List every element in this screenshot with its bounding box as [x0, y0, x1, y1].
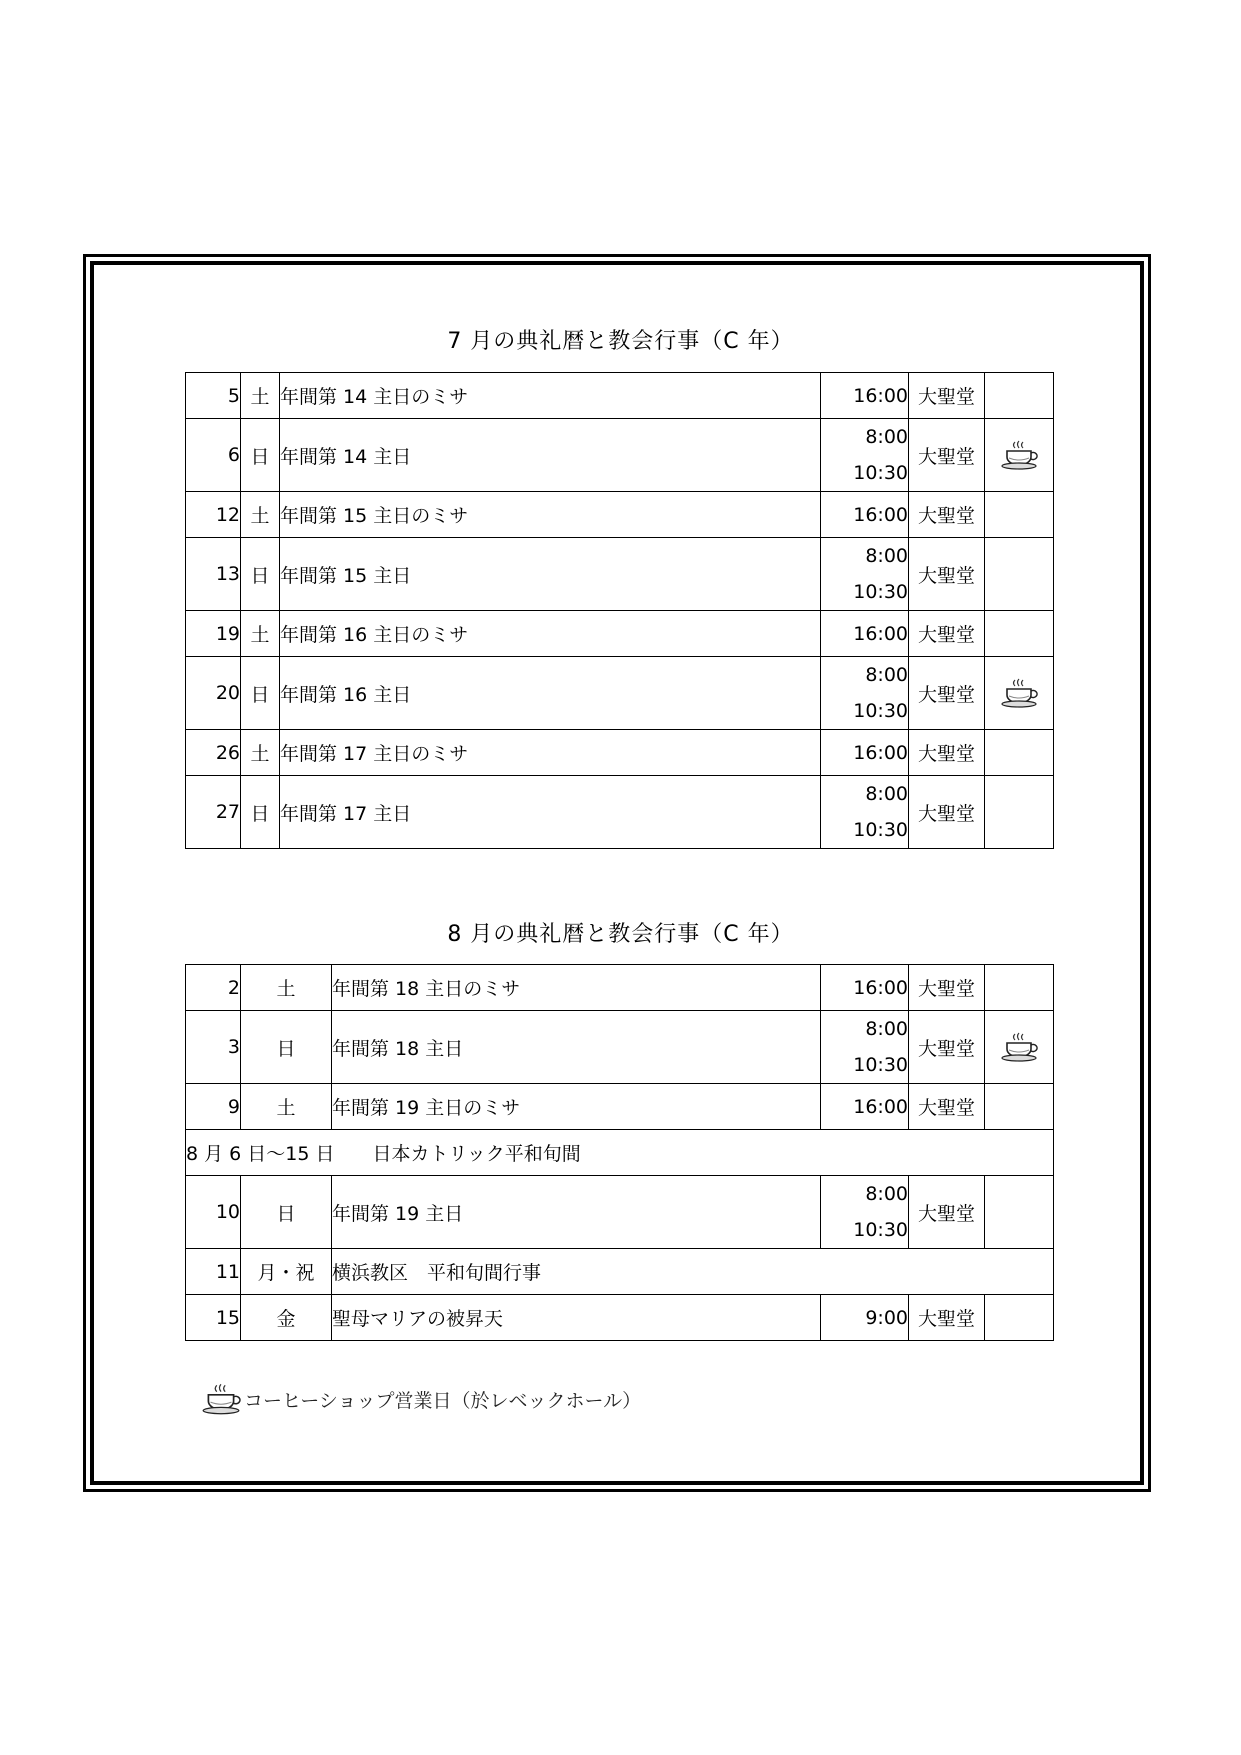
mass-time: 16:00 — [853, 741, 908, 764]
time-cell — [821, 730, 909, 776]
time-cell — [821, 538, 909, 611]
table-row — [186, 1176, 1054, 1249]
place-cell: 大聖堂 — [909, 1295, 985, 1341]
event-cell: 年間第 15 主日 — [280, 538, 821, 611]
mass-time: 16:00 — [853, 384, 908, 407]
coffee-cell — [985, 419, 1054, 492]
table-row — [186, 538, 1054, 611]
coffee-cup-icon — [999, 440, 1039, 470]
place-cell: 大聖堂 — [909, 965, 985, 1011]
time-cell — [821, 1011, 909, 1084]
mass-time: 8:00 — [865, 1018, 908, 1040]
time-cell — [821, 492, 909, 538]
table-row — [186, 776, 1054, 849]
day-cell: 9 — [186, 1084, 241, 1130]
event-cell: 年間第 18 主日 — [332, 1011, 821, 1084]
mass-time: 16:00 — [853, 976, 908, 999]
weekday-cell: 日 — [241, 538, 280, 611]
weekday-cell: 日 — [241, 657, 280, 730]
event-cell: 年間第 17 主日のミサ — [280, 730, 821, 776]
place-cell: 大聖堂 — [909, 538, 985, 611]
coffee-legend — [200, 1383, 641, 1415]
coffee-cup-icon — [999, 678, 1039, 708]
event-cell: 年間第 18 主日のミサ — [332, 965, 821, 1011]
weekday-cell: 土 — [241, 373, 280, 419]
event-cell: 年間第 15 主日のミサ — [280, 492, 821, 538]
place-cell: 大聖堂 — [909, 657, 985, 730]
coffee-cell — [985, 373, 1054, 419]
event-cell: 年間第 14 主日 — [280, 419, 821, 492]
day-cell: 13 — [186, 538, 241, 611]
event-cell: 聖母マリアの被昇天 — [332, 1295, 821, 1341]
place-cell: 大聖堂 — [909, 776, 985, 849]
mass-time: 10:30 — [853, 700, 908, 722]
weekday-cell: 土 — [241, 1084, 332, 1130]
coffee-cell — [985, 1011, 1054, 1084]
coffee-cell — [985, 965, 1054, 1011]
mass-time: 10:30 — [853, 581, 908, 603]
time-cell — [821, 611, 909, 657]
weekday-cell: 日 — [241, 419, 280, 492]
coffee-cell — [985, 611, 1054, 657]
day-cell: 3 — [186, 1011, 241, 1084]
time-cell — [821, 1176, 909, 1249]
day-cell: 19 — [186, 611, 241, 657]
mass-time: 16:00 — [853, 622, 908, 645]
table-row — [186, 965, 1054, 1011]
mass-time: 8:00 — [865, 1183, 908, 1205]
table-row — [186, 1249, 1054, 1295]
mass-time: 10:30 — [853, 819, 908, 841]
day-cell: 2 — [186, 965, 241, 1011]
coffee-cup-icon — [999, 1032, 1039, 1062]
weekday-cell: 日 — [241, 776, 280, 849]
mass-time: 10:30 — [853, 1054, 908, 1076]
table-row — [186, 1011, 1054, 1084]
weekday-cell: 金 — [241, 1295, 332, 1341]
july-calendar-table — [185, 372, 1054, 849]
time-cell — [821, 1084, 909, 1130]
place-cell: 大聖堂 — [909, 611, 985, 657]
table-row — [186, 730, 1054, 776]
event-cell: 年間第 14 主日のミサ — [280, 373, 821, 419]
time-cell — [821, 657, 909, 730]
place-cell: 大聖堂 — [909, 1011, 985, 1084]
time-cell — [821, 965, 909, 1011]
day-cell: 11 — [186, 1249, 241, 1295]
day-cell: 27 — [186, 776, 241, 849]
weekday-cell: 土 — [241, 730, 280, 776]
day-cell: 12 — [186, 492, 241, 538]
coffee-cell — [985, 1084, 1054, 1130]
coffee-cell — [985, 730, 1054, 776]
august-calendar-table — [185, 964, 1054, 1341]
place-cell: 大聖堂 — [909, 1084, 985, 1130]
mass-time: 8:00 — [865, 426, 908, 448]
time-cell — [821, 776, 909, 849]
july-title: 7 月の典礼暦と教会行事（C 年） — [447, 329, 794, 354]
mass-time: 10:30 — [853, 1219, 908, 1241]
place-cell: 大聖堂 — [909, 492, 985, 538]
table-row — [186, 1295, 1054, 1341]
place-cell: 大聖堂 — [909, 373, 985, 419]
time-cell — [821, 373, 909, 419]
mass-time: 16:00 — [853, 503, 908, 526]
event-cell: 年間第 19 主日のミサ — [332, 1084, 821, 1130]
mass-time: 8:00 — [865, 783, 908, 805]
time-cell — [821, 419, 909, 492]
table-row — [186, 1084, 1054, 1130]
coffee-cell — [985, 538, 1054, 611]
event-cell: 横浜教区 平和旬間行事 — [332, 1249, 1054, 1295]
weekday-cell: 日 — [241, 1011, 332, 1084]
time-cell — [821, 1295, 909, 1341]
weekday-cell: 日 — [241, 1176, 332, 1249]
legend-label: コーヒーショップ営業日（於レベックホール） — [244, 1389, 642, 1412]
day-cell: 6 — [186, 419, 241, 492]
day-cell: 5 — [186, 373, 241, 419]
table-row — [186, 1130, 1054, 1176]
day-cell: 26 — [186, 730, 241, 776]
event-cell: 年間第 17 主日 — [280, 776, 821, 849]
mass-time: 8:00 — [865, 545, 908, 567]
coffee-cup-icon — [200, 1383, 242, 1415]
day-cell: 10 — [186, 1176, 241, 1249]
coffee-cell — [985, 776, 1054, 849]
place-cell: 大聖堂 — [909, 419, 985, 492]
event-cell: 年間第 16 主日 — [280, 657, 821, 730]
weekday-cell: 月・祝 — [241, 1249, 332, 1295]
mass-time: 10:30 — [853, 462, 908, 484]
table-row — [186, 419, 1054, 492]
august-title: 8 月の典礼暦と教会行事（C 年） — [447, 922, 794, 947]
event-cell: 年間第 16 主日のミサ — [280, 611, 821, 657]
day-cell: 20 — [186, 657, 241, 730]
place-cell: 大聖堂 — [909, 730, 985, 776]
weekday-cell: 土 — [241, 492, 280, 538]
table-row — [186, 492, 1054, 538]
table-row — [186, 657, 1054, 730]
coffee-cell — [985, 1295, 1054, 1341]
coffee-cell — [985, 1176, 1054, 1249]
mass-time: 16:00 — [853, 1095, 908, 1118]
mass-time: 8:00 — [865, 664, 908, 686]
coffee-cell — [985, 657, 1054, 730]
notice-cell: 8 月 6 日～15 日 日本カトリック平和旬間 — [186, 1130, 1054, 1176]
table-row — [186, 611, 1054, 657]
mass-time: 9:00 — [865, 1306, 908, 1329]
event-cell: 年間第 19 主日 — [332, 1176, 821, 1249]
day-cell: 15 — [186, 1295, 241, 1341]
coffee-cell — [985, 492, 1054, 538]
table-row — [186, 373, 1054, 419]
weekday-cell: 土 — [241, 611, 280, 657]
weekday-cell: 土 — [241, 965, 332, 1011]
place-cell: 大聖堂 — [909, 1176, 985, 1249]
